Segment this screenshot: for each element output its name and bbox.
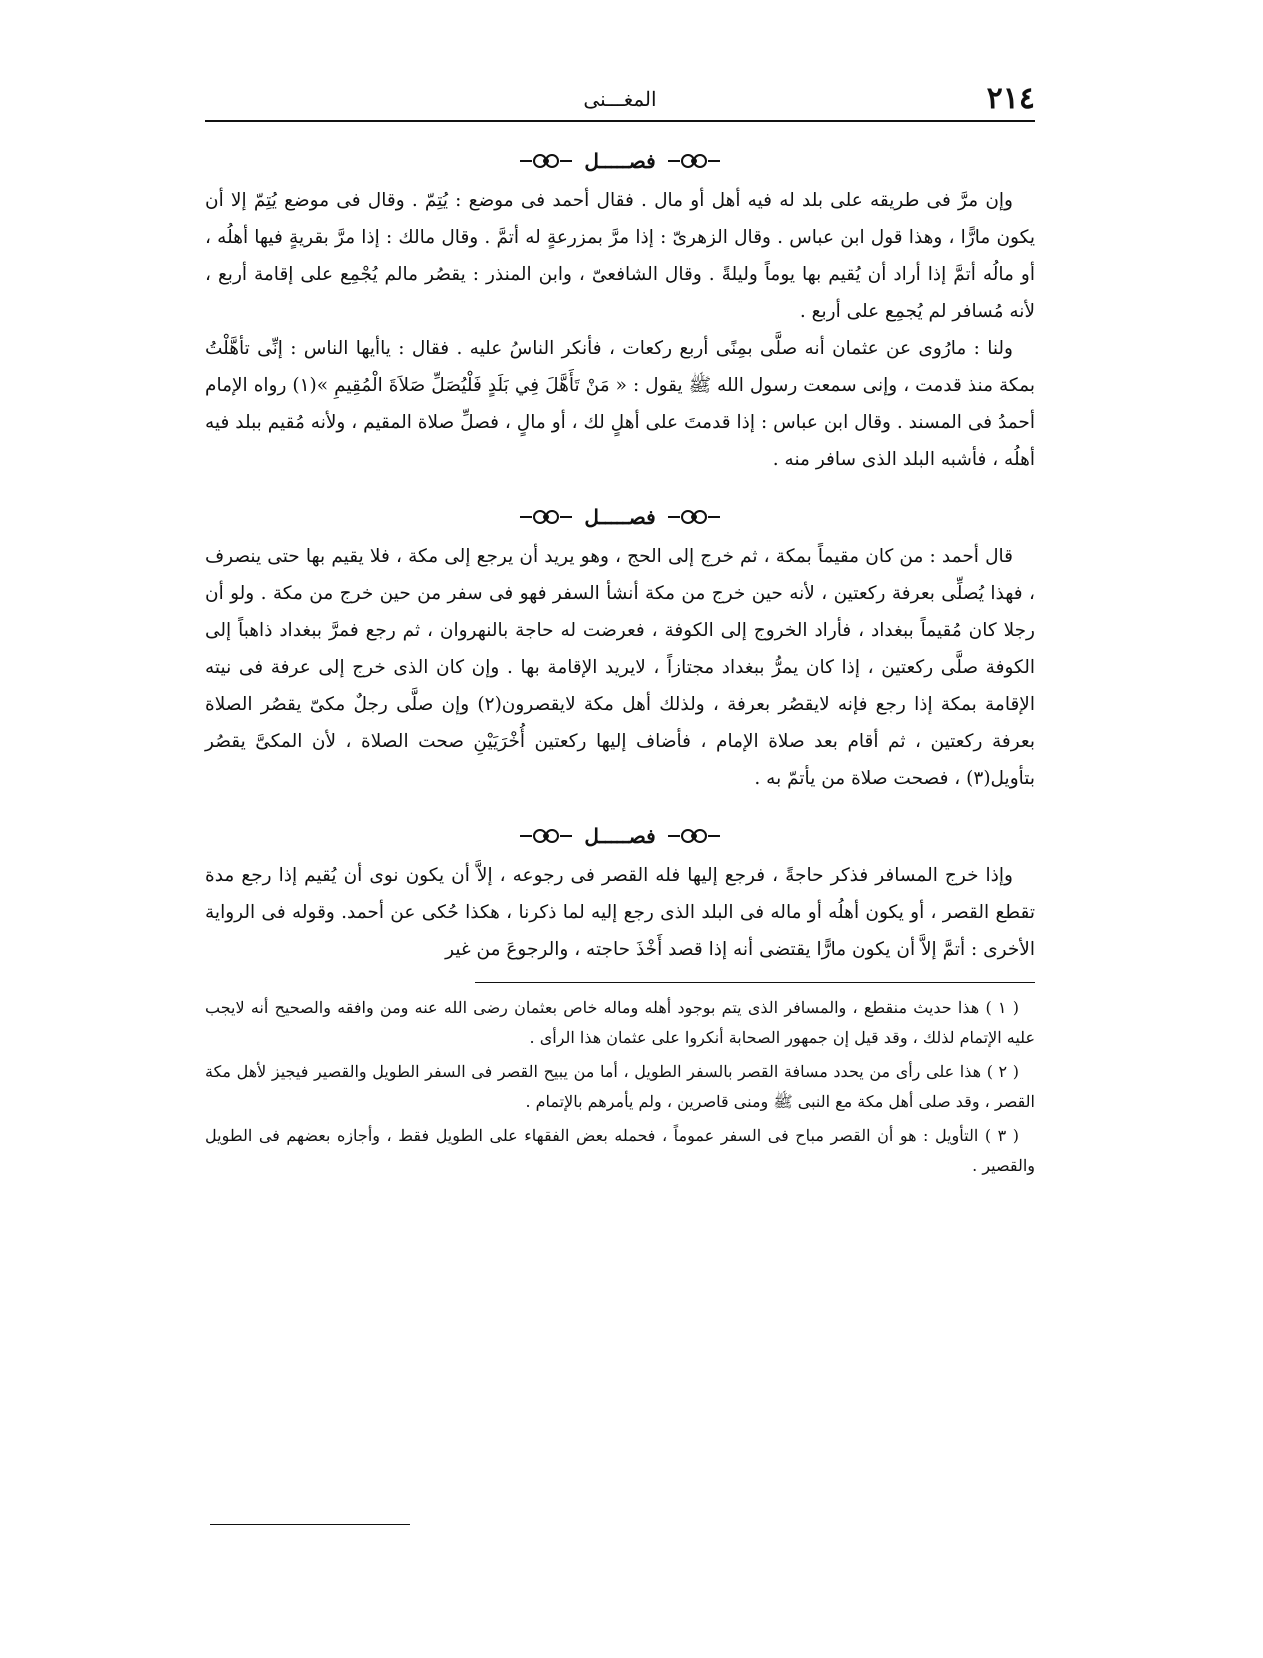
ornament-icon <box>518 825 574 847</box>
running-header <box>205 80 1035 122</box>
section-2 <box>205 496 1035 797</box>
section-heading <box>205 140 1035 182</box>
paragraph: ولنا : مارُوى عن عثمان أنه صلَّى بمِنًى أربع ركعات ، فأنكر الناسُ عليه . فقال : ياأيها الناس : إنِّى تأهَّلْتُ بمكة منذ قدمت ، وإنى سمعت رسول الله ﷺ يقول : « مَنْ تَأَهَّلَ فِي بَلَدٍ فَلْيُصَلِّ صَلاَةَ الْمُقِيمِ »(١) رواه الإمام أحمدُ فى المسند . وقال ابن عباس : إذا قدمتَ على أهلٍ لك ، أو مالٍ ، فصلِّ صلاة المقيم ، ولأنه مُقيم ببلد فيه أهلُه ، فأشبه البلد الذى سافر منه . <box>205 338 1035 470</box>
section-1 <box>205 140 1035 478</box>
ornament-icon <box>666 825 722 847</box>
footnote: ( ٢ ) هذا على رأى من يحدد مسافة القصر بالسفر الطويل ، أما من يبيح القصر فى السفر الطويل والقصير فيجيز لأهل مكة القصر ، وقد صلى أهل مكة مع النبى ﷺ ومنى قاصرين ، ولم يأمرهم بالإتمام . <box>205 1062 1035 1111</box>
section-title: فصـــــل <box>584 824 656 848</box>
ornament-icon <box>666 506 722 528</box>
section-heading <box>205 815 1035 857</box>
book-page <box>205 80 1035 1625</box>
page-number: ٢١٤ <box>986 81 1035 116</box>
paragraph: قال أحمد : من كان مقيماً بمكة ، ثم خرج إلى الحج ، وهو يريد أن يرجع إلى مكة ، فلا يقيم بها حتى ينصرف ، فهذا يُصلِّى بعرفة ركعتين ، لأنه حين خرج من مكة أنشأ السفر فهو فى سفر من حين خرج من مكة . ولو أن رجلا كان مُقيماً ببغداد ، فأراد الخروج إلى الكوفة ، فعرضت له حاجة بالنهروان ، ثم رجع فمرَّ ببغداد ذاهباً إلى الكوفة صلَّى ركعتين ، إذا كان يمرُّ ببغداد مجتازاً ، لايريد الإقامة بها . وإن كان الذى خرج إلى عرفة فى نيته الإقامة بمكة إذا رجع فإنه لايقصُر بعرفة ، ولذلك أهل مكة لايقصرون(٢) وإن صلَّى رجلٌ مكىّ يقصُر الصلاة بعرفة ركعتين ، ثم أقام بعد صلاة الإمام ، فأضاف إليها ركعتين أُخْرَيَيْنِ صحت الصلاة ، لأن المكىَّ يقصُر بتأويل(٣) ، فصحت صلاة من يأتمّ به . <box>205 546 1035 789</box>
page-bottom-divider <box>210 1524 410 1525</box>
book-title: المغـــنى <box>583 87 657 111</box>
ornament-icon <box>518 506 574 528</box>
paragraph: وإذا خرج المسافر فذكر حاجةً ، فرجع إليها فله القصر فى رجوعه ، إلاَّ أن يكون نوى أن يُقيم إذا رجع مدة تقطع القصر ، أو يكون أهلُه أو ماله فى البلد الذى رجع إليه لما ذكرنا ، هكذا حُكى عن أحمد. وقوله فى الرواية الأخرى : أتمَّ إلاَّ أن يكون مارًّا يقتضى أنه إذا قصد أَخْذَ حاجته ، والرجوعَ من غير <box>205 865 1035 960</box>
paragraph: وإن مرَّ فى طريقه على بلد له فيه أهل أو مال . فقال أحمد فى موضع : يُتِمّ . وقال فى موضع يُتِمّ إلا أن يكون مارًّا ، وهذا قول ابن عباس . وقال الزهرىّ : إذا مرَّ بمزرعةٍ له أتمَّ . وقال مالك : إذا مرَّ بقريةٍ فيها أهلُه ، أو مالُه أتمَّ إذا أراد أن يُقيم بها يوماً وليلةً . وقال الشافعىّ ، وابن المنذر : يقصُر مالم يُجْمِع على إقامة أربع ، لأنه مُسافر لم يُجمِع على أربع . <box>205 190 1035 322</box>
footnote-divider <box>475 982 1035 983</box>
ornament-icon <box>518 150 574 172</box>
footnote: ( ٣ ) التأويل : هو أن القصر مباح فى السفر عموماً ، فحمله بعض الفقهاء على الطويل فقط ، وأجازه بعضهم فى الطويل والقصير . <box>205 1126 1035 1175</box>
footnote: ( ١ ) هذا حديث منقطع ، والمسافر الذى يتم بوجود أهله وماله خاص بعثمان رضى الله عنه ومن وافقه والصحيح أنه لايجب عليه الإتمام لذلك ، وقد قيل إن جمهور الصحابة أنكروا على عثمان هذا الرأى . <box>205 998 1035 1047</box>
section-title: فصـــــل <box>584 505 656 529</box>
footnotes <box>205 993 1035 1181</box>
section-title: فصـــــل <box>584 149 656 173</box>
ornament-icon <box>666 150 722 172</box>
section-3 <box>205 815 1035 968</box>
section-heading <box>205 496 1035 538</box>
